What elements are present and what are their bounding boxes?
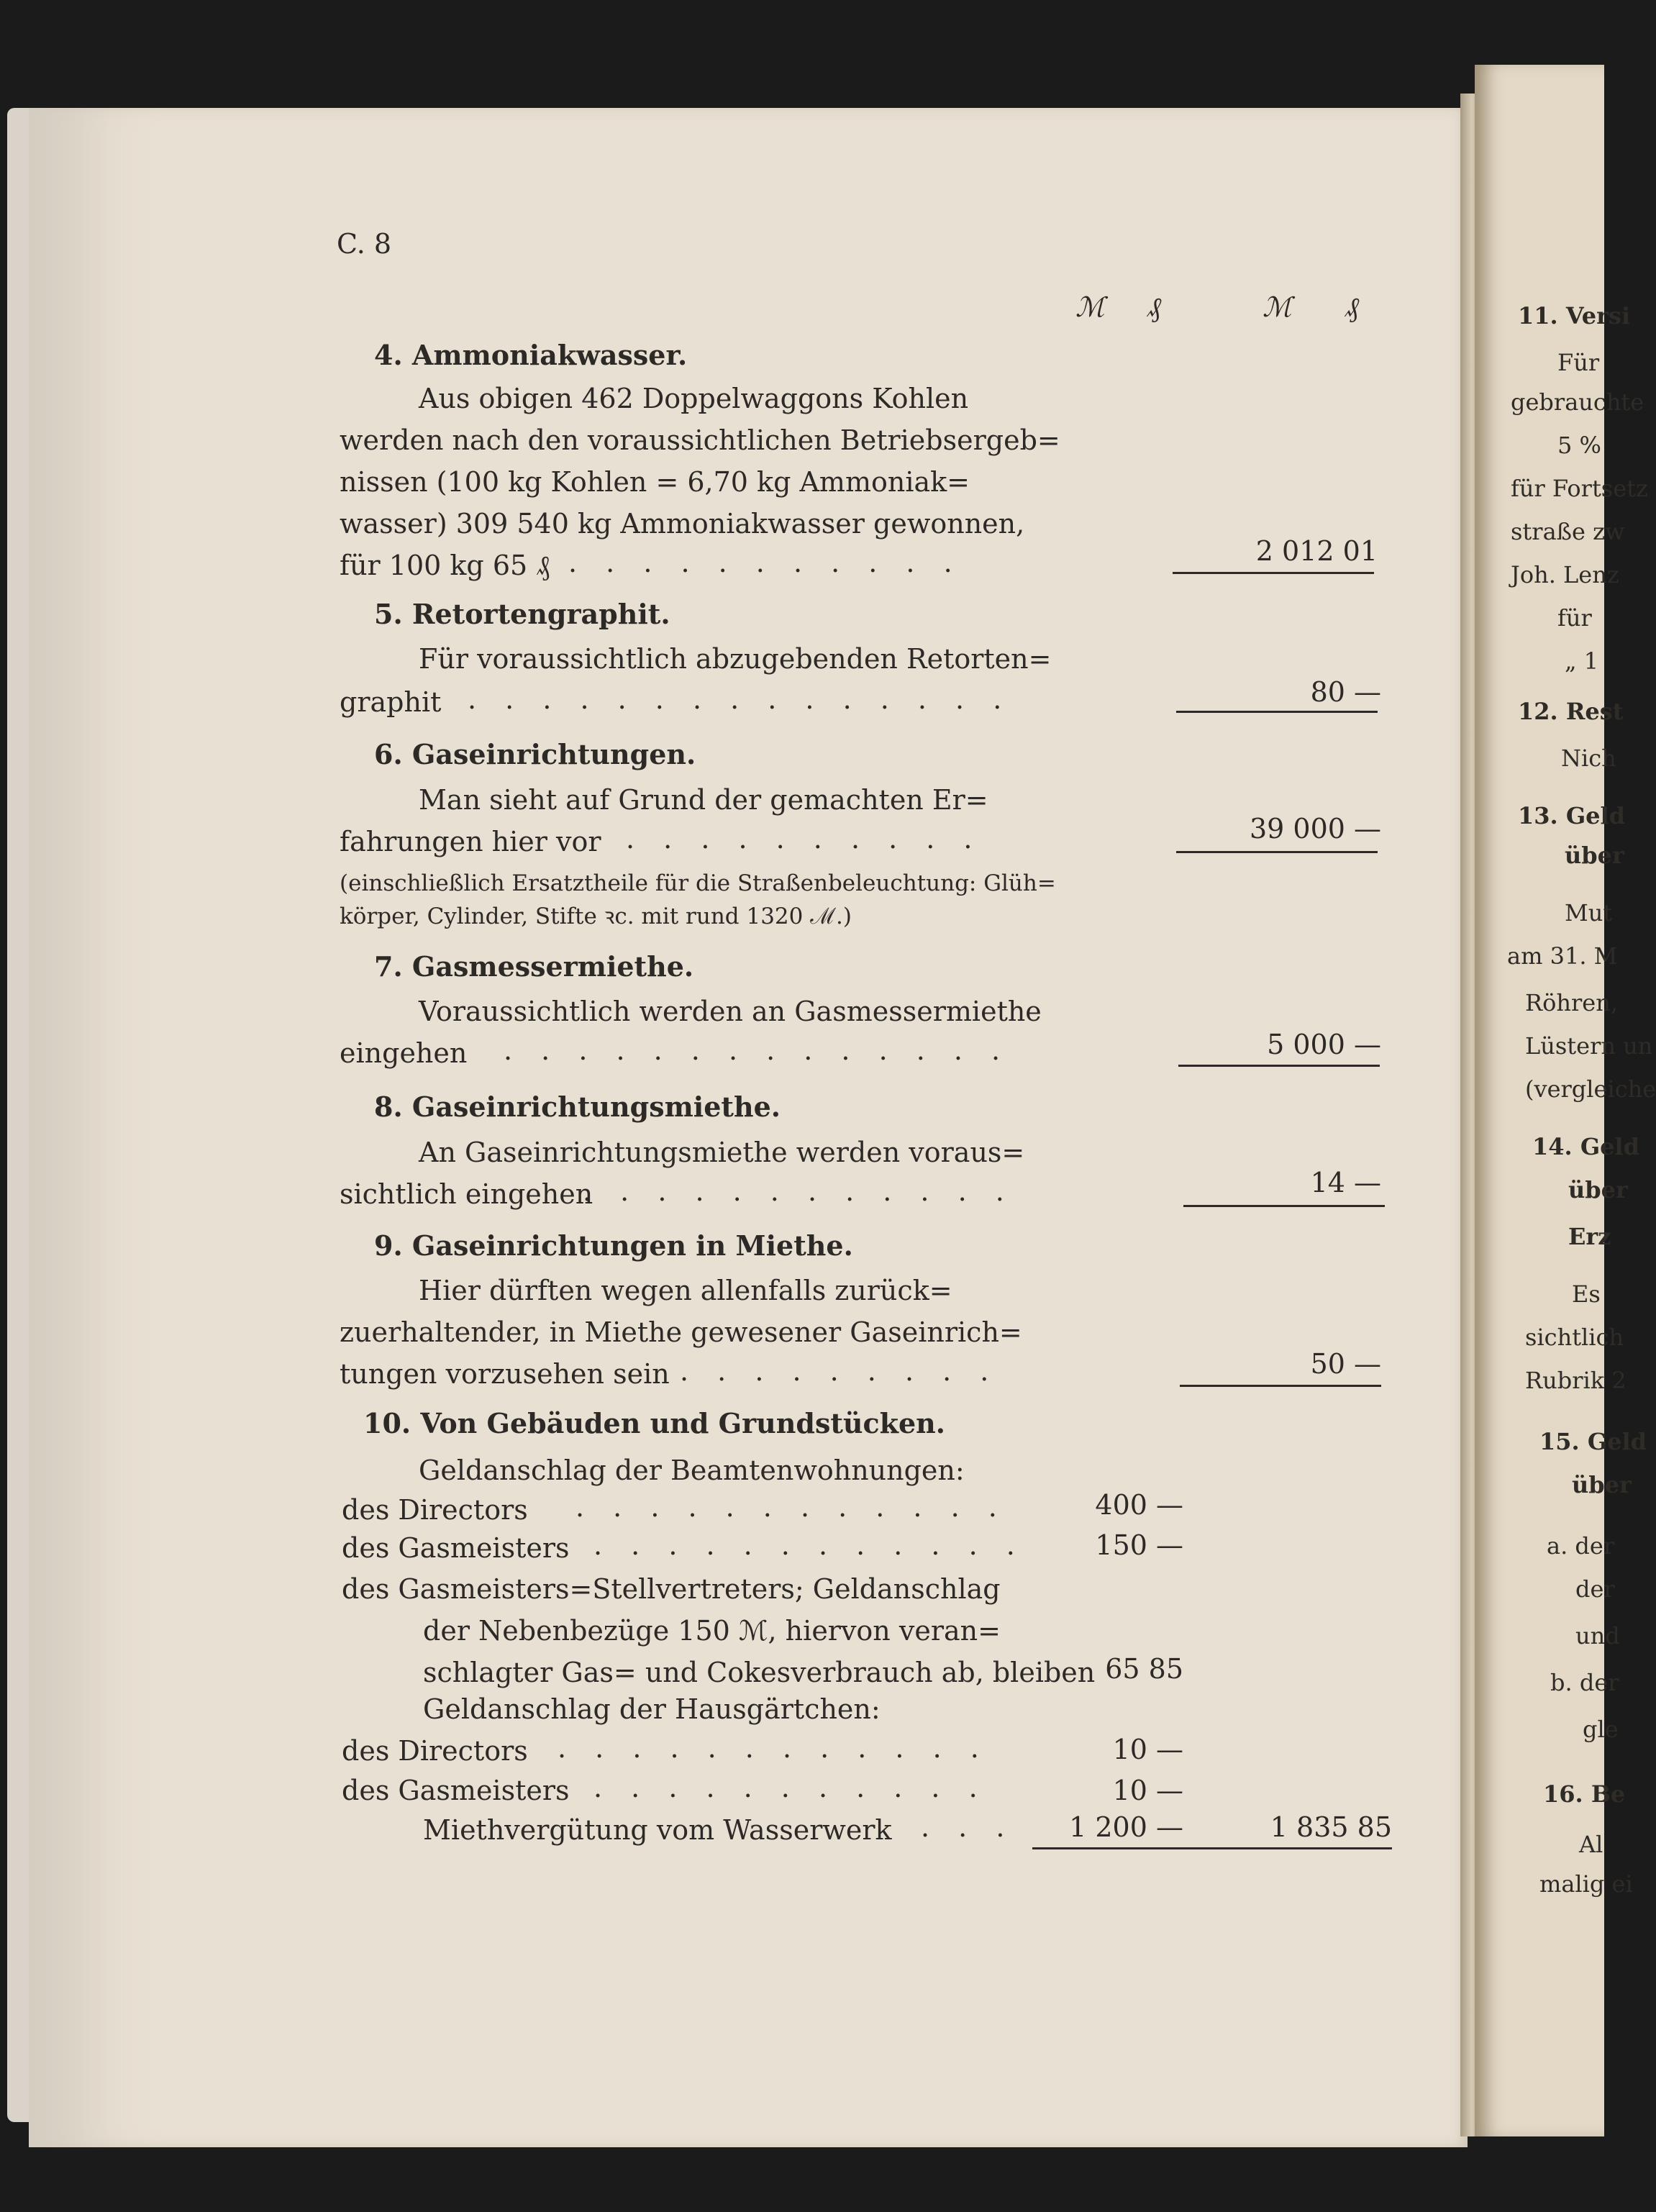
rp-line: 13. Geld (1518, 802, 1626, 829)
section-heading: 10. Von Gebäuden und Grundstücken. (363, 1407, 946, 1439)
rp-line: für (1557, 604, 1592, 632)
row-amount: 65 85 (1105, 1653, 1183, 1685)
row-amount: 1 200 — (1069, 1811, 1183, 1843)
rp-line: Al (1579, 1831, 1603, 1858)
total-rule (1176, 851, 1378, 853)
section-total: 14 — (1310, 1167, 1381, 1198)
text-line: tungen vorzusehen sein (340, 1358, 670, 1390)
text-line: wasser) 309 540 kg Ammoniakwasser gewonnen, (340, 508, 1025, 540)
rp-line: Für (1557, 349, 1600, 376)
rp-line: Joh. Lenz (1511, 561, 1619, 588)
row-amount: 150 — (1095, 1529, 1183, 1561)
rp-line: für Fortsetz (1511, 475, 1648, 502)
rp-line: (vergleiche (1525, 1075, 1656, 1103)
rp-line: am 31. M (1507, 942, 1618, 970)
text-line: für 100 kg 65 ₰ (340, 550, 550, 581)
row-label: des Gasmeisters (342, 1775, 570, 1806)
rp-line: straße zw (1511, 518, 1625, 545)
leader-dots: . . . . . . . . . . . (568, 547, 963, 578)
row-amount: 400 — (1095, 1489, 1183, 1521)
text-line: Geldanschlag der Beamtenwohnungen: (419, 1455, 965, 1486)
rp-line: über (1568, 1176, 1628, 1203)
col2-pf-header: ₰ (1345, 291, 1359, 323)
section-heading: 4. Ammoniakwasser. (374, 339, 688, 371)
rp-line: 5 % (1557, 432, 1601, 459)
section-total: 2 012 01 (1255, 535, 1378, 567)
text-line: Für voraussichtlich abzugebenden Retorten= (419, 643, 1052, 675)
section-total: 50 — (1310, 1348, 1381, 1380)
section-total: 1 835 85 (1270, 1811, 1392, 1843)
rp-line: gebrauchte (1511, 388, 1644, 416)
row-label: des Gasmeisters=Stellvertreters; Geldanschlag (342, 1573, 1001, 1605)
leader-dots: . . . . . . . . . . . . . . . (468, 683, 1012, 715)
note-line: körper, Cylinder, Stifte ꝛc. mit rund 1320 ℳ.) (340, 904, 852, 929)
leader-dots: . . . . . . . . . . . (593, 1772, 988, 1803)
total-rule (1176, 711, 1378, 713)
leader-dots: . . . . . . . . . . . . . . (504, 1034, 1011, 1066)
row-label: des Directors (342, 1494, 528, 1526)
leader-dots: . . . . . . . . . . . . (583, 1175, 1014, 1207)
row-label: des Gasmeisters (342, 1532, 570, 1564)
leader-dots: . . . . . . . . . . . . (558, 1732, 989, 1764)
text-line: Voraussichtlich werden an Gasmessermiethe (419, 996, 1042, 1027)
row-label: des Directors (342, 1735, 528, 1767)
leader-dots: . . . . . . . . . (680, 1355, 999, 1387)
section-total: 39 000 — (1249, 813, 1381, 845)
col1-pf-header: ₰ (1147, 291, 1161, 323)
rp-line: über (1572, 1471, 1632, 1498)
col2-mark-header: ℳ (1263, 291, 1292, 323)
row-amount: 10 — (1112, 1775, 1183, 1806)
leader-dots: . . . . . . . . . . . . (593, 1529, 1025, 1561)
page-label: C. 8 (337, 228, 392, 260)
rp-line: über (1565, 842, 1624, 869)
text-line: An Gaseinrichtungsmiethe werden voraus= (419, 1137, 1025, 1168)
leader-dots: . . . . . . . . . . (626, 823, 983, 855)
rp-line: Es (1572, 1280, 1601, 1308)
rp-line: der (1575, 1575, 1615, 1603)
section-total: 80 — (1310, 676, 1381, 708)
rp-line: malig ei (1539, 1870, 1633, 1898)
section-heading: 7. Gasmessermiethe. (374, 950, 694, 983)
text-line: Aus obigen 462 Doppelwaggons Kohlen (419, 383, 969, 414)
rp-line: „ 1 (1565, 647, 1599, 675)
text-line: graphit (340, 686, 442, 718)
row-label: Miethvergütung vom Wasserwerk (423, 1814, 892, 1846)
section-heading: 5. Retortengraphit. (374, 598, 670, 630)
section-heading: 9. Gaseinrichtungen in Miethe. (374, 1229, 853, 1262)
rp-line: 11. Versi (1518, 302, 1631, 329)
section-heading: 8. Gaseinrichtungsmiethe. (374, 1091, 781, 1123)
rp-line: 14. Geld (1532, 1133, 1640, 1160)
rp-line: 16. Be (1543, 1780, 1626, 1808)
leader-dots: . . . (921, 1811, 1015, 1843)
total-rule (1173, 572, 1374, 574)
row-label: schlagter Gas= und Cokesverbrauch ab, bleiben (423, 1657, 1096, 1688)
rp-line: a. der (1547, 1532, 1615, 1560)
total-rule (1183, 1205, 1385, 1207)
text-line: eingehen (340, 1037, 468, 1069)
section-total: 5 000 — (1267, 1029, 1381, 1060)
text-line: Man sieht auf Grund der gemachten Er= (419, 784, 988, 816)
row-label: der Nebenbezüge 150 ℳ, hiervon veran= (423, 1615, 1001, 1647)
total-rule (1180, 1385, 1381, 1387)
text-line: sichtlich eingehen (340, 1178, 593, 1210)
rp-line: Röhren, (1525, 989, 1618, 1016)
section-heading: 6. Gaseinrichtungen. (374, 738, 696, 770)
row-amount: 10 — (1112, 1734, 1183, 1765)
text-line: fahrungen hier vor (340, 826, 601, 857)
text-line: zuerhaltender, in Miethe gewesener Gaseinrich= (340, 1316, 1022, 1348)
text-line: werden nach den voraussichtlichen Betriebsergeb= (340, 424, 1060, 456)
rp-line: Lüstern un (1525, 1032, 1653, 1060)
text-line: nissen (100 kg Kohlen = 6,70 kg Ammoniak= (340, 466, 970, 498)
text-line: Hier dürften wegen allenfalls zurück= (419, 1275, 952, 1306)
rp-line: gle (1583, 1716, 1619, 1743)
total-rule (1178, 1065, 1380, 1067)
note-line: (einschließlich Ersatztheile für die Straßenbeleuchtung: Glüh= (340, 870, 1056, 896)
rp-line: Rubrik 2 (1525, 1367, 1627, 1394)
rp-line: Mut (1565, 899, 1613, 927)
col1-mark-header: ℳ (1075, 291, 1105, 323)
rp-line: 12. Rest (1518, 698, 1624, 725)
rp-line: Erz (1568, 1223, 1611, 1250)
rp-line: b. der (1550, 1669, 1619, 1696)
rp-line: 15. Geld (1539, 1428, 1647, 1455)
text-line: Geldanschlag der Hausgärtchen: (423, 1693, 881, 1725)
rp-line: und (1575, 1622, 1620, 1649)
rp-line: Nich (1561, 745, 1616, 772)
total-rule (1032, 1847, 1392, 1849)
leader-dots: . . . . . . . . . . . . (575, 1491, 1007, 1523)
rp-line: sichtlich (1525, 1324, 1624, 1351)
